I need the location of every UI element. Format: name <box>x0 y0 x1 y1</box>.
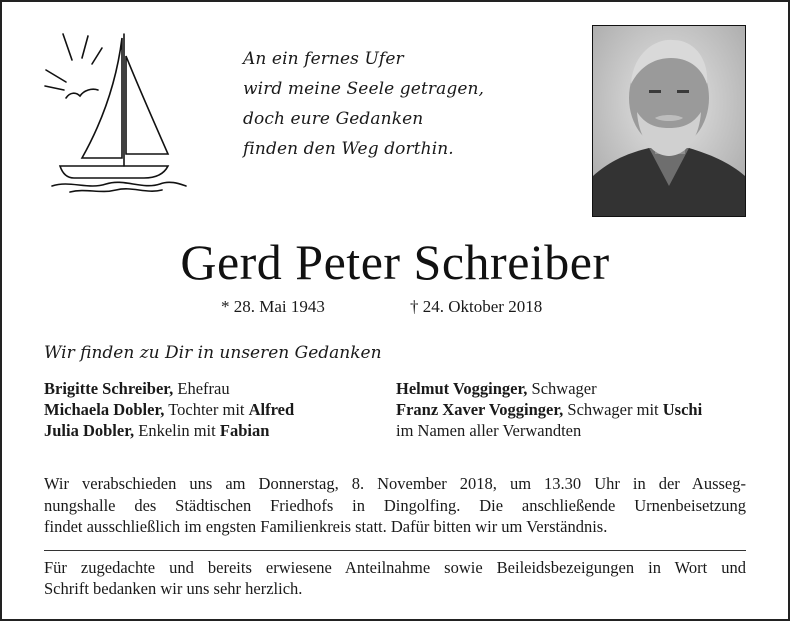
poem-line: doch eure Gedanken <box>243 109 424 129</box>
birth-date: * 28. Mai 1943 <box>221 297 325 316</box>
mourner-name: Michaela Dobler, <box>44 400 165 419</box>
death-date: † 24. Oktober 2018 <box>410 297 543 316</box>
sailboat-icon <box>40 26 190 196</box>
service-announcement <box>44 473 746 538</box>
service-line: Wir verabschieden uns am Donnerstag, 8. November 2018, um 13.30 Uhr in der Ausseg- <box>44 474 746 493</box>
mourner-entry <box>44 378 294 399</box>
mourner-entry <box>396 378 702 399</box>
service-line: nungshalle des Städtischen Friedhofs in Dingolfing. Die anschließende Urnenbeisetzung <box>44 495 746 515</box>
mourners-list-left <box>44 378 294 441</box>
mourner-name: Julia Dobler, <box>44 421 135 440</box>
poem-line: finden den Weg dorthin. <box>243 139 454 159</box>
service-line: findet ausschließlich im engsten Familienkreis statt. Dafür bitten wir um Verständnis. <box>44 517 608 536</box>
poem-line: wird meine Seele getragen, <box>243 79 485 99</box>
mourners-list-right <box>396 378 702 441</box>
thanks-line: Für zugedachte und bereits erwiesene Anteilnahme sowie Beileidsbezeigungen in Wort und <box>44 558 746 577</box>
poem <box>243 44 484 164</box>
divider <box>44 550 746 551</box>
mourner-entry <box>396 420 702 441</box>
mourner-partner: Uschi <box>662 400 703 419</box>
thanks-line: Schrift bedanken wir uns sehr herzlich. <box>44 579 303 598</box>
mourner-relation: Tochter mit <box>164 400 249 419</box>
mourner-relation: Schwager <box>527 379 597 398</box>
mourner-relation: im Namen aller Verwandten <box>396 421 582 440</box>
mourner-entry <box>44 420 294 441</box>
mourners-heading: Wir finden zu Dir in unseren Gedanken <box>44 343 382 363</box>
mourner-partner: Alfred <box>248 400 295 419</box>
poem-line: An ein fernes Ufer <box>243 49 404 69</box>
mourner-entry <box>396 399 702 420</box>
deceased-name: Gerd Peter Schreiber <box>180 234 610 290</box>
thanks-note <box>44 557 746 599</box>
mourner-name: Franz Xaver Vogginger, <box>396 400 564 419</box>
mourner-relation: Enkelin mit <box>134 421 220 440</box>
mourner-entry <box>44 399 294 420</box>
portrait-photo <box>592 25 746 217</box>
mourner-name: Helmut Vogginger, <box>396 379 528 398</box>
mourner-partner: Fabian <box>219 421 270 440</box>
mourner-relation: Ehefrau <box>173 379 230 398</box>
mourner-name: Brigitte Schreiber, <box>44 379 174 398</box>
mourner-relation: Schwager mit <box>563 400 663 419</box>
